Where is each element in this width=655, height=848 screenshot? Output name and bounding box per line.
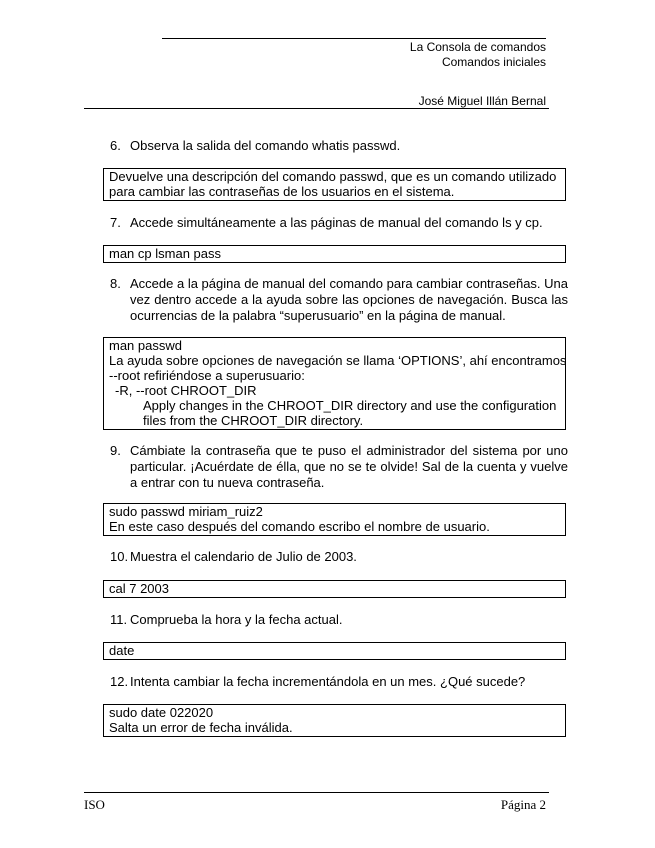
answer-box-10 <box>103 580 566 598</box>
answer-box-6 <box>103 168 566 201</box>
header-author: José Miguel Illán Bernal <box>418 94 546 108</box>
answer-line: --root refiriéndose a superusuario: <box>109 368 305 383</box>
answer-line: Apply changes in the CHROOT_DIR directory and use the configuration <box>143 398 557 413</box>
question-text: Muestra el calendario de Julio de 2003. <box>130 549 357 564</box>
question-number: 8. <box>110 276 121 291</box>
question-12 <box>110 674 568 690</box>
question-text: Accede simultáneamente a las páginas de manual del comando ls y cp. <box>130 215 543 230</box>
answer-box-8 <box>103 337 566 430</box>
answer-line: files from the CHROOT_DIR directory. <box>143 413 364 428</box>
header-title <box>410 40 546 70</box>
footer-page-number: Página 2 <box>500 797 546 812</box>
question-10 <box>110 549 568 565</box>
footer-rule <box>84 792 549 793</box>
answer-line: date <box>109 643 135 658</box>
header-line-1: La Consola de comandos <box>409 40 546 54</box>
question-text: Intenta cambiar la fecha incrementándola en un mes. ¿Qué sucede? <box>130 674 526 689</box>
question-number: 6. <box>110 138 121 153</box>
question-number: 10. <box>110 549 129 564</box>
answer-line: -R, --root CHROOT_DIR <box>115 383 257 398</box>
question-number: 11. <box>110 612 128 627</box>
answer-line: Devuelve una descripción del comando passwd, que es un comando utilizado <box>109 169 557 184</box>
answer-line: man passwd <box>109 338 182 353</box>
question-9 <box>110 443 568 491</box>
header-top-rule <box>162 38 546 39</box>
footer-left: ISO <box>84 797 105 812</box>
answer-box-7 <box>103 245 566 263</box>
question-text: Accede a la página de manual del comando para cambiar contraseñas. Una vez dentro accede a la ayuda sobre las opciones de navegación. Busca las ocurrencias de la palabra “superusuario” en la página de manual. <box>130 276 568 323</box>
question-number: 7. <box>110 215 121 230</box>
answer-box-12 <box>103 704 566 737</box>
answer-line: sudo passwd miriam_ruiz2 <box>109 504 263 519</box>
question-11 <box>110 612 568 628</box>
question-text: Cámbiate la contraseña que te puso el administrador del sistema por uno particular. ¡Acuérdate de élla, que no se te olvide! Sal de la cuenta y vuelve a entrar con tu nueva contraseña. <box>130 443 568 490</box>
answer-line: para cambiar las contraseñas de los usuarios en el sistema. <box>109 184 455 199</box>
answer-line: sudo date 022020 <box>109 705 214 720</box>
question-8 <box>110 276 568 324</box>
question-text: Observa la salida del comando whatis passwd. <box>130 138 401 153</box>
question-number: 9. <box>110 443 121 458</box>
answer-line: Salta un error de fecha inválida. <box>109 720 293 735</box>
answer-line: man cp lsman pass <box>109 246 221 261</box>
question-7 <box>110 215 568 231</box>
question-6 <box>110 138 568 154</box>
question-number: 12. <box>110 674 129 689</box>
answer-box-11 <box>103 642 566 660</box>
header-bottom-rule <box>84 108 549 109</box>
answer-box-9 <box>103 503 566 536</box>
answer-line: cal 7 2003 <box>109 581 169 596</box>
answer-line: La ayuda sobre opciones de navegación se llama ‘OPTIONS’, ahí encontramos <box>109 353 567 368</box>
question-text: Comprueba la hora y la fecha actual. <box>130 612 343 627</box>
header-line-2: Comandos iniciales <box>441 55 546 69</box>
answer-line: En este caso después del comando escribo el nombre de usuario. <box>109 519 490 534</box>
